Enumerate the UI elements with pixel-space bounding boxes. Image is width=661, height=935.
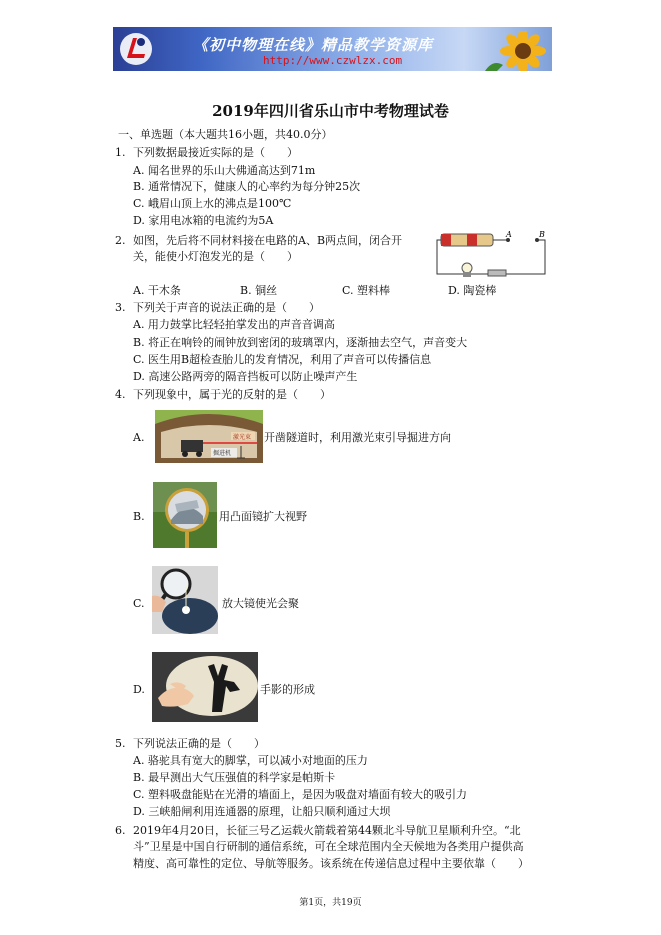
q2-option-b: B. 铜丝	[240, 284, 278, 297]
q4-option-c-text: 放大镜使光会聚	[222, 597, 299, 610]
q2-stem-line2: 关，能使小灯泡发光的是（ ）	[133, 250, 298, 263]
q5-option-b: B. 最早测出大气压强值的科学家是帕斯卡	[133, 771, 336, 784]
q1-option-b: B. 通常情况下，健康人的心率约为每分钟25次	[133, 180, 361, 193]
q3-option-c: C. 医生用B超检查胎儿的发育情况，利用了声音可以传播信息	[133, 353, 432, 366]
q5-option-d: D. 三峡船闸利用连通器的原理，让船只顺利通过大坝	[133, 805, 391, 818]
site-logo	[119, 32, 153, 66]
digger-label: 掘进机	[213, 450, 232, 457]
q3-stem: 下列关于声音的说法正确的是（ ）	[133, 301, 320, 314]
header-banner	[113, 27, 552, 71]
q4-option-d-letter: D.	[133, 683, 145, 696]
q3-option-a: A. 用力鼓掌比轻轻拍掌发出的声音音调高	[133, 318, 335, 331]
banner-url[interactable]: http://www.czwlzx.com	[263, 54, 403, 67]
q6-line1: 2019年4月20日，长征三号乙运载火箭载着第44颗北斗导航卫星顺利升空。“北	[133, 824, 521, 837]
circuit-label-b: B	[539, 230, 545, 239]
banner-title: 《初中物理在线》精品教学资源库	[193, 36, 434, 54]
q4-option-b-letter: B.	[133, 510, 145, 523]
q5-option-a: A. 骆驼具有宽大的脚掌，可以减小对地面的压力	[133, 754, 368, 767]
q1-option-a: A. 闻名世界的乐山大佛通高达到71m	[133, 164, 316, 177]
hand-shadow-image	[152, 652, 258, 722]
q2-stem-line1: 如图，先后将不同材料接在电路的A、B两点间，闭合开	[133, 234, 403, 247]
q3-number: 3.	[115, 301, 126, 314]
q5-stem: 下列说法正确的是（ ）	[133, 737, 265, 750]
q2-option-c: C. 塑料棒	[342, 284, 391, 297]
q1-number: 1.	[115, 146, 126, 159]
q4-option-c-letter: C.	[133, 597, 145, 610]
q6-line2: 斗”卫星是中国自行研制的通信系统，可在全球范围内全天候地为各类用户提供高	[133, 840, 524, 853]
q4-option-a-text: 开凿隧道时，利用激光束引导掘进方向	[264, 431, 451, 444]
q4-option-a-letter: A.	[133, 431, 145, 444]
convex-mirror-image	[153, 482, 217, 548]
q3-option-b: B. 将正在响铃的闹钟放到密闭的玻璃罩内，逐渐抽去空气，声音变大	[133, 336, 468, 349]
q4-option-b-text: 用凸面镜扩大视野	[219, 510, 307, 523]
laser-label: 激光束	[233, 434, 252, 441]
q4-option-d-text: 手影的形成	[260, 683, 315, 696]
circuit-diagram	[433, 228, 551, 284]
page-title: 2019年四川省乐山市中考物理试卷	[212, 102, 449, 120]
q5-option-c: C. 塑料吸盘能贴在光滑的墙面上，是因为吸盘对墙面有较大的吸引力	[133, 788, 468, 801]
q4-number: 4.	[115, 388, 126, 401]
q2-option-a: A. 干木条	[133, 284, 181, 297]
q6-number: 6.	[115, 824, 126, 837]
q1-option-c: C. 峨眉山顶上水的沸点是100℃	[133, 197, 292, 210]
q4-stem: 下列现象中，属于光的反射的是（ ）	[133, 388, 331, 401]
section-heading: 一、单选题（本大题共16小题，共40.0分）	[118, 128, 333, 141]
tunnel-laser-image	[155, 410, 263, 463]
q2-number: 2.	[115, 234, 126, 247]
q5-number: 5.	[115, 737, 126, 750]
q2-option-d: D. 陶瓷棒	[448, 284, 497, 297]
circuit-label-a: A	[506, 230, 512, 239]
q1-option-d: D. 家用电冰箱的电流约为5A	[133, 214, 274, 227]
q1-stem: 下列数据最接近实际的是（ ）	[133, 146, 298, 159]
q6-line3: 精度、高可靠性的定位、导航等服务。该系统在传递信息过程中主要依靠（ ）	[133, 857, 529, 870]
page-footer: 第1页，共19页	[299, 898, 362, 908]
q3-option-d: D. 高速公路两旁的隔音挡板可以防止噪声产生	[133, 370, 358, 383]
magnifier-image	[152, 566, 218, 634]
sunflower-icon	[483, 31, 549, 71]
